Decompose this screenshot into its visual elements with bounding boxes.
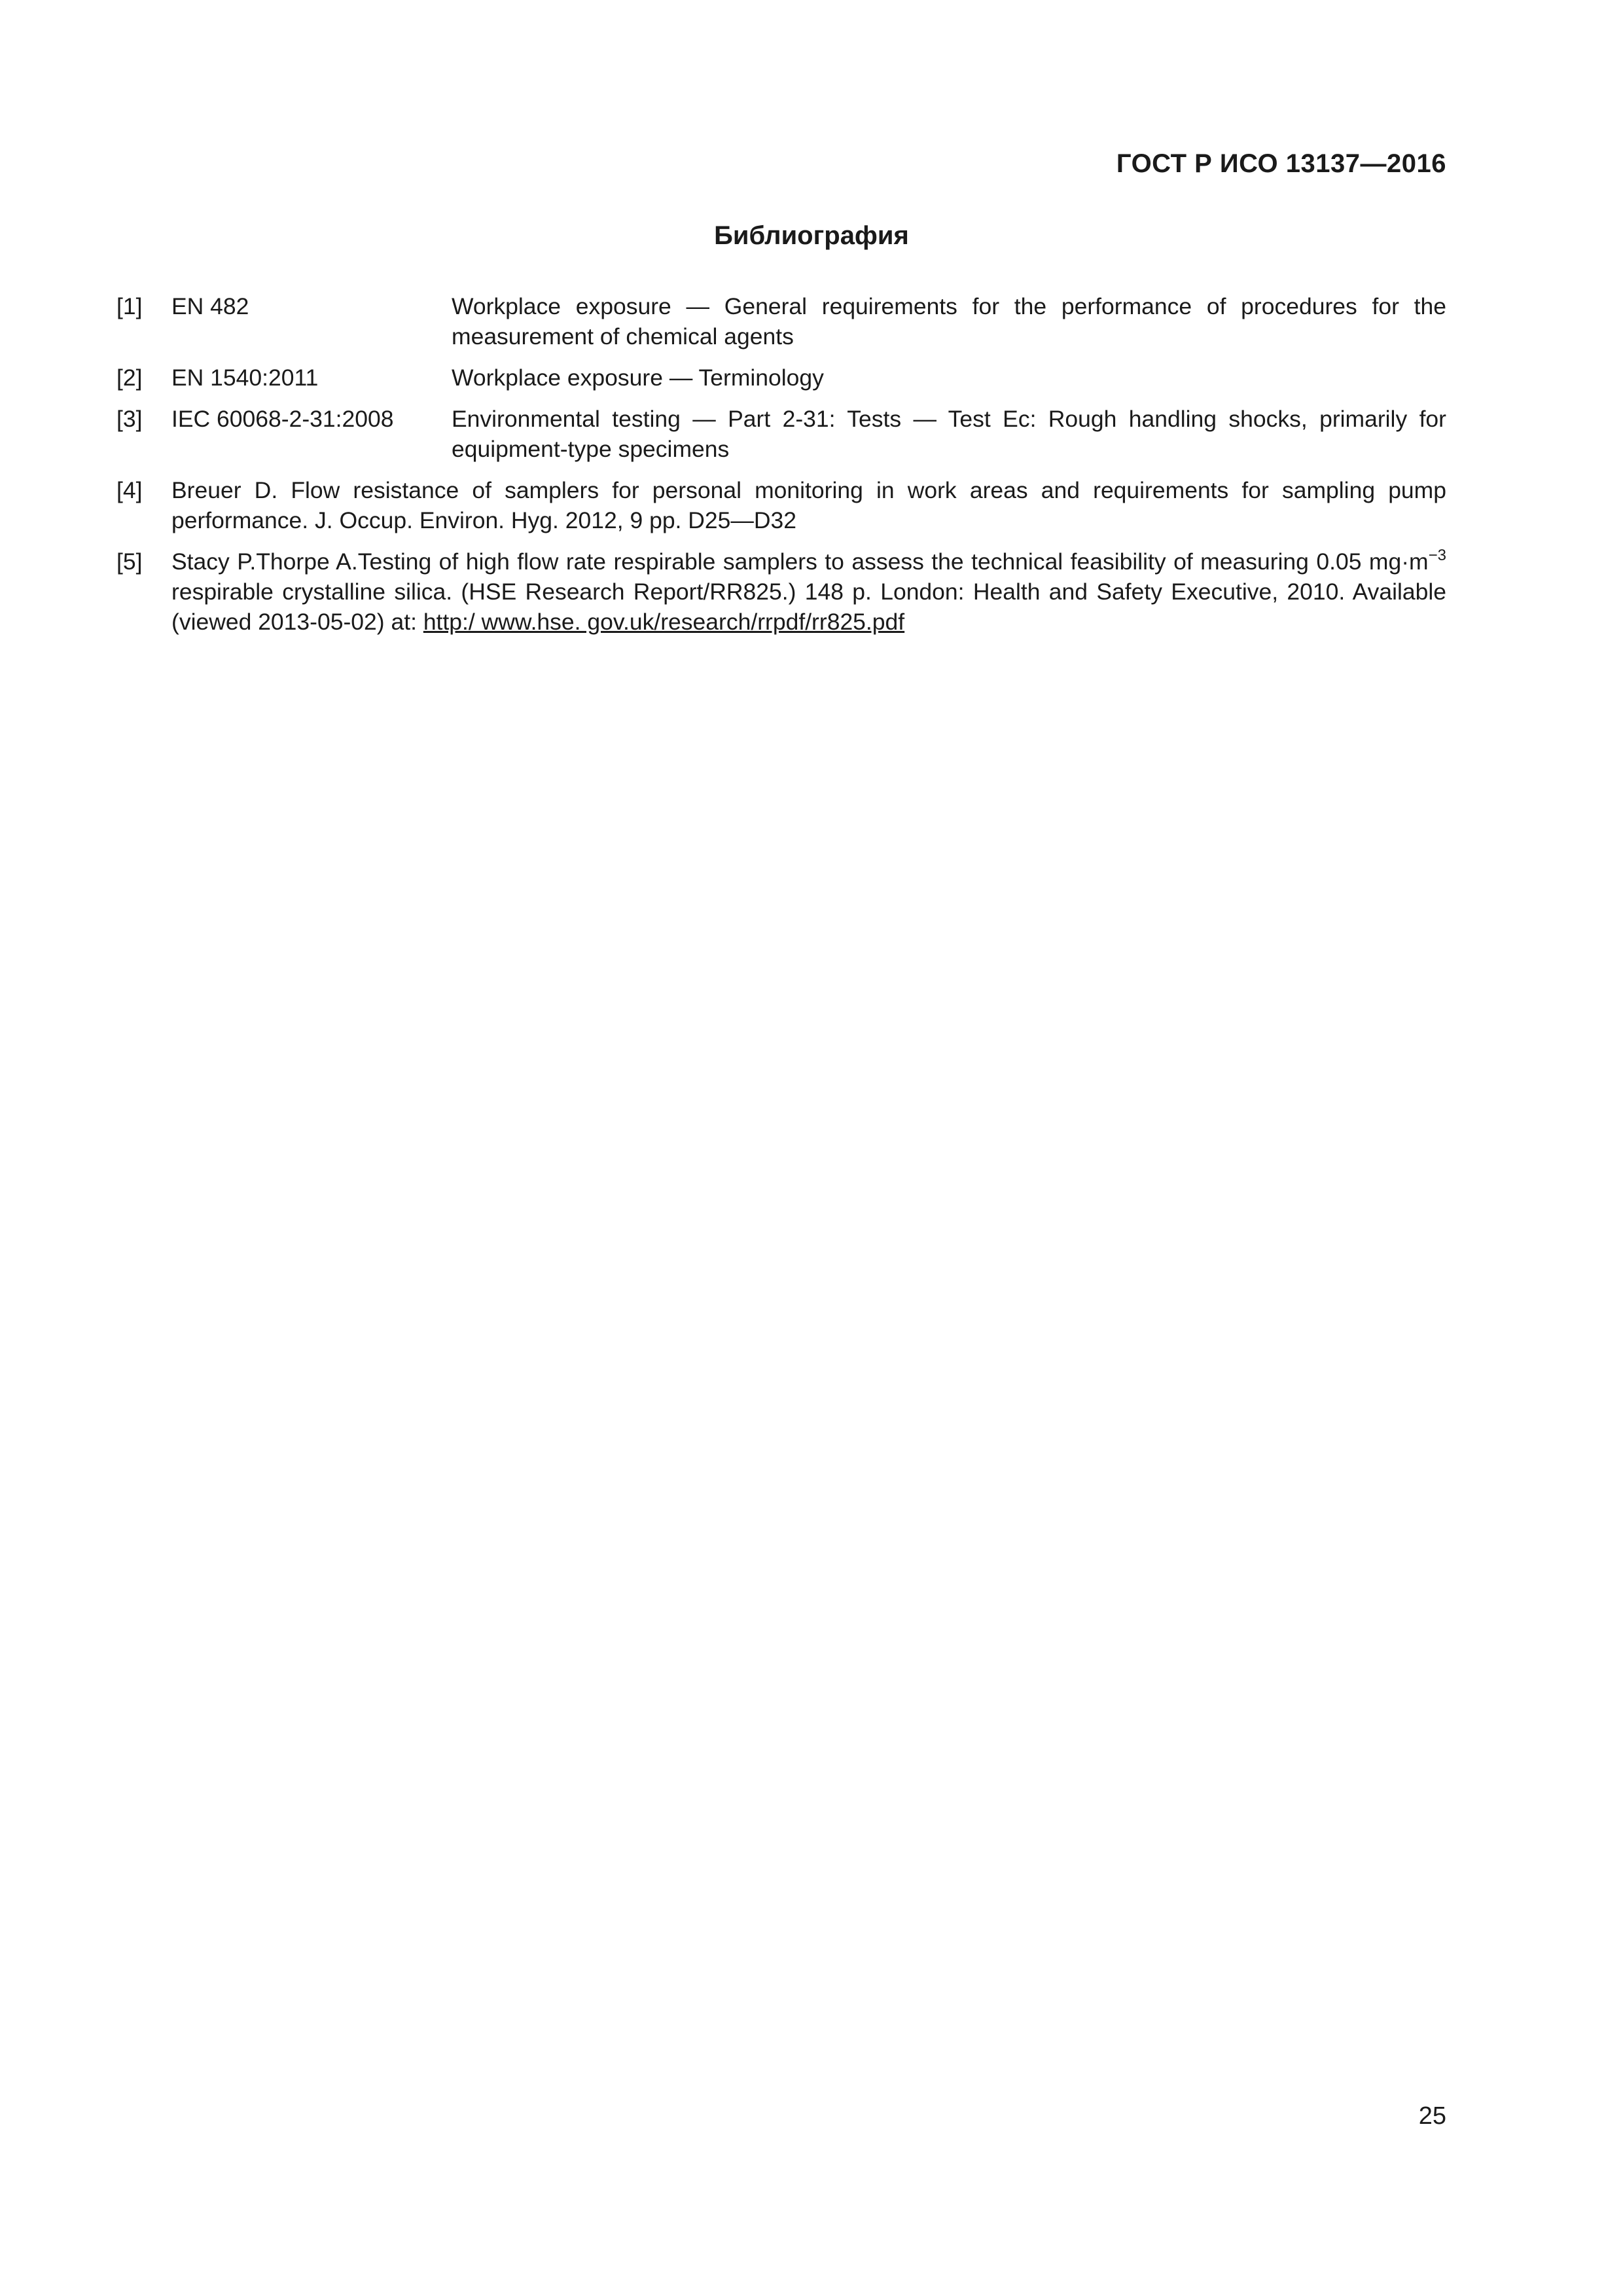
entry-title: Workplace exposure — General requirements for the performance of procedures for the measurement of chemical agents xyxy=(452,293,1446,350)
entry-number: [1] xyxy=(116,293,143,319)
entry-title: Environmental testing — Part 2-31: Tests — Test Ec: Rough handling shocks, primarily for equipment-type specimens xyxy=(452,406,1446,462)
entry-reference xyxy=(171,547,1446,637)
page-number: 25 xyxy=(1418,2102,1446,2130)
reference-text-start: Stacy P.Thorpe A.Testing of high flow rate respirable samplers to assess the technical feasibility of measuring 0.05 mg·m xyxy=(171,548,1429,575)
report-url-link[interactable]: http:/ www.hse. gov.uk/research/rrpdf/rr825.pdf xyxy=(423,609,905,635)
entry-number: [4] xyxy=(116,477,143,503)
entry-standard-code: EN 482 xyxy=(171,293,249,319)
entry-number: [5] xyxy=(116,548,143,575)
bibliography-entry-5 xyxy=(116,547,1446,637)
entry-title: Workplace exposure — Terminology xyxy=(452,365,824,391)
reference-text-end: respirable crystalline silica. (HSE Research Report/RR825.) 148 p. London: Health and Safety Executive, 2010. Available (viewed 2013-05-02) at: xyxy=(171,579,1446,635)
bibliography-list xyxy=(116,291,1446,648)
section-title: Библиография xyxy=(714,221,909,250)
bibliography-entry-1 xyxy=(116,291,1446,351)
bibliography-entry-3 xyxy=(116,404,1446,464)
entry-number: [2] xyxy=(116,365,143,391)
bibliography-entry-2 xyxy=(116,363,1446,393)
entry-number: [3] xyxy=(116,406,143,432)
bibliography-entry-4 xyxy=(116,475,1446,535)
document-code: ГОСТ Р ИСО 13137—2016 xyxy=(1116,149,1446,178)
entry-standard-code: IEC 60068-2-31:2008 xyxy=(171,406,394,432)
unit-exponent: −3 xyxy=(1428,547,1446,564)
entry-standard-code: EN 1540:2011 xyxy=(171,365,319,391)
entry-reference: Breuer D. Flow resistance of samplers for personal monitoring in work areas and requirements for sampling pump performance. J. Occup. Environ. Hyg. 2012, 9 pp. D25—D32 xyxy=(171,477,1446,533)
